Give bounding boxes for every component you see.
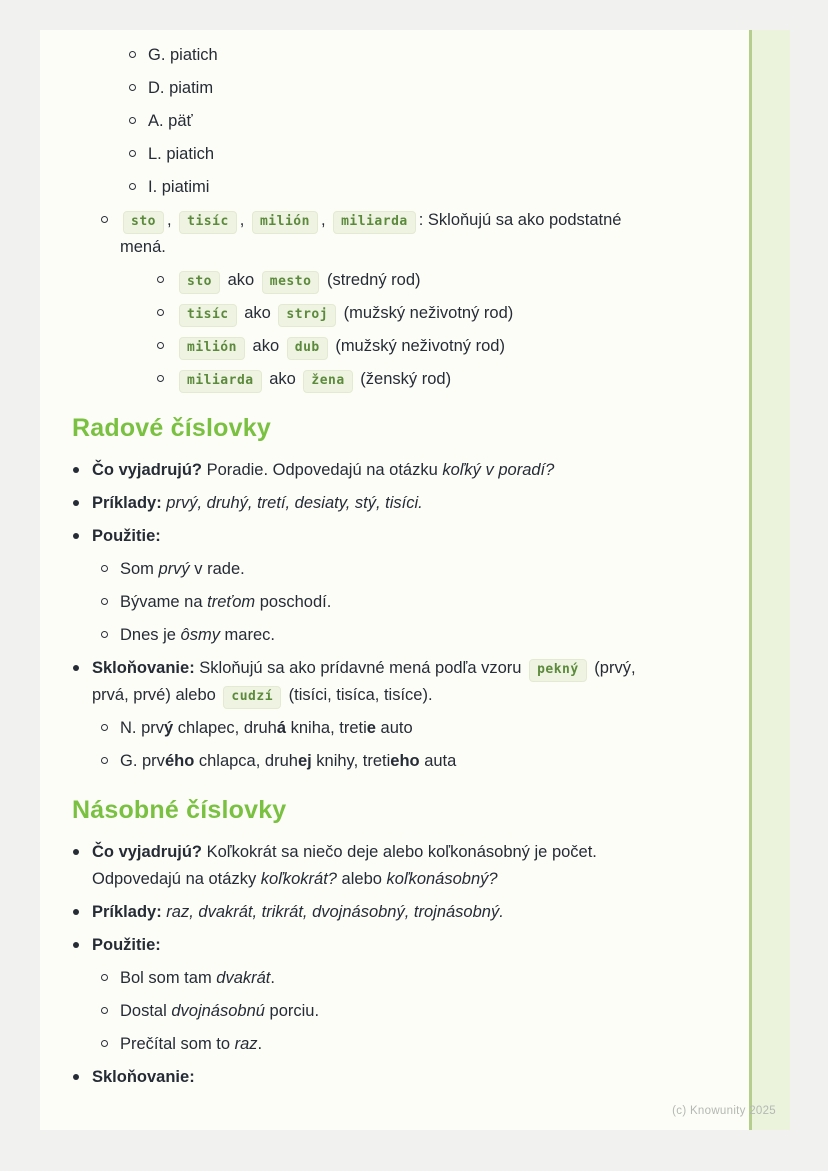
code-tag: žena xyxy=(303,370,352,393)
bold-text: ého xyxy=(164,752,195,770)
plain-text: (stredný rod) xyxy=(322,271,421,289)
code-tag: stroj xyxy=(278,304,336,327)
code-tag: milión xyxy=(179,337,245,360)
circle-bullet-icon xyxy=(156,267,176,294)
bold-text: ej xyxy=(297,752,312,770)
list-item-text xyxy=(92,899,740,926)
circle-bullet-icon xyxy=(100,1031,120,1058)
disc-bullet-icon xyxy=(72,457,92,484)
list-item-text xyxy=(92,523,740,550)
plain-text: G. prv xyxy=(120,752,165,770)
list-item xyxy=(72,839,740,893)
bold-text: Skloňovanie: xyxy=(92,1068,195,1086)
circle-bullet-icon xyxy=(100,965,120,992)
document-content xyxy=(40,30,740,1097)
list-item xyxy=(100,207,740,261)
section-heading: Radové číslovky xyxy=(72,414,271,442)
plain-text: ako xyxy=(222,271,259,289)
list-item-text xyxy=(120,965,740,992)
list-item xyxy=(100,998,740,1025)
circle-bullet-icon xyxy=(100,998,120,1025)
plain-text: knihy, treti xyxy=(311,752,391,770)
list-item-text xyxy=(176,267,740,294)
italic-text: raz, dvakrát, trikrát, dvojnásobný, trojnásobný. xyxy=(166,903,504,921)
plain-text: Koľkokrát sa niečo deje alebo koľkonásobný je počet. xyxy=(202,843,597,861)
page-margin-stripe xyxy=(752,30,790,1130)
list-item-text xyxy=(120,715,740,742)
circle-bullet-icon xyxy=(100,589,120,616)
list-item xyxy=(72,523,740,550)
list-item-text xyxy=(120,556,740,583)
code-tag: tisíc xyxy=(179,211,237,234)
plain-text: ako xyxy=(247,337,284,355)
list-item-text xyxy=(148,75,740,102)
plain-text: mená. xyxy=(120,238,166,256)
bold-text: ý xyxy=(164,719,174,737)
list-item xyxy=(72,457,740,484)
list-item xyxy=(72,1064,740,1091)
plain-text: auto xyxy=(375,719,413,737)
disc-bullet-icon xyxy=(72,655,92,682)
plain-text: (tisíci, tisíca, tisíce). xyxy=(284,686,433,704)
code-tag: tisíc xyxy=(179,304,237,327)
disc-bullet-icon xyxy=(72,932,92,959)
list-item-text xyxy=(120,1031,740,1058)
plain-text: Bývame na xyxy=(120,593,208,611)
code-tag: dub xyxy=(287,337,328,360)
list-item-text xyxy=(148,42,740,69)
plain-text: , xyxy=(239,211,249,229)
plain-text: prvá, prvé) alebo xyxy=(92,686,221,704)
disc-bullet-icon xyxy=(72,899,92,926)
code-tag: sto xyxy=(123,211,164,234)
circle-bullet-icon xyxy=(100,622,120,649)
list-level-3 xyxy=(156,267,740,393)
code-tag: sto xyxy=(179,271,220,294)
code-tag: cudzí xyxy=(223,686,281,709)
disc-bullet-icon xyxy=(72,490,92,517)
list-level-2 xyxy=(100,715,740,775)
plain-text: A. päť xyxy=(148,112,193,130)
plain-text: Prečítal som to xyxy=(120,1035,235,1053)
list-item xyxy=(100,556,740,583)
list-item xyxy=(156,267,740,294)
list-item-text xyxy=(120,622,740,649)
circle-bullet-icon xyxy=(128,75,148,102)
bold-text: Čo vyjadrujú? xyxy=(92,843,203,861)
plain-text: Som xyxy=(120,560,159,578)
plain-text: (mužský neživotný rod) xyxy=(339,304,514,322)
list-item-text xyxy=(92,1064,740,1091)
list-item-text xyxy=(92,490,740,517)
plain-text: L. piatich xyxy=(148,145,215,163)
list-item xyxy=(156,333,740,360)
italic-text: koľkonásobný? xyxy=(386,870,498,888)
list-item xyxy=(100,965,740,992)
plain-text: (mužský neživotný rod) xyxy=(330,337,505,355)
code-tag: miliarda xyxy=(333,211,416,234)
plain-text: G. piatich xyxy=(148,46,218,64)
list-item xyxy=(72,655,740,709)
italic-text: dvojnásobnú xyxy=(171,1002,265,1020)
plain-text: Bol som tam xyxy=(120,969,217,987)
list-item-text xyxy=(148,174,740,201)
italic-text: raz xyxy=(234,1035,258,1053)
circle-bullet-icon xyxy=(100,207,120,234)
circle-bullet-icon xyxy=(128,141,148,168)
list-item-text xyxy=(176,333,740,360)
plain-text: v rade. xyxy=(189,560,245,578)
list-level-2 xyxy=(100,556,740,649)
document-page xyxy=(40,30,790,1130)
italic-text: prvý, druhý, tretí, desiaty, stý, tisíci. xyxy=(166,494,423,512)
list-item xyxy=(128,108,740,135)
italic-text: prvý xyxy=(158,560,190,578)
plain-text: , xyxy=(166,211,177,229)
list-item xyxy=(72,490,740,517)
list-level-2 xyxy=(100,207,740,393)
bold-text: Príklady: xyxy=(92,494,162,512)
bold-text: e xyxy=(366,719,376,737)
circle-bullet-icon xyxy=(100,748,120,775)
plain-text: Skloňujú sa ako prídavné mená podľa vzoru xyxy=(194,659,527,677)
plain-text: : Skloňujú sa ako podstatné xyxy=(418,211,622,229)
disc-bullet-icon xyxy=(72,523,92,550)
list-item-text xyxy=(92,655,740,709)
circle-bullet-icon xyxy=(156,300,176,327)
list-level-1 xyxy=(72,457,740,775)
disc-bullet-icon xyxy=(72,839,92,866)
bold-text: eho xyxy=(390,752,420,770)
plain-text: N. prv xyxy=(120,719,165,737)
list-item xyxy=(128,141,740,168)
list-item-text xyxy=(176,300,740,327)
plain-text: I. piatimi xyxy=(148,178,210,196)
list-item xyxy=(156,300,740,327)
bold-text: Skloňovanie: xyxy=(92,659,195,677)
plain-text: alebo xyxy=(336,870,387,888)
plain-text: . xyxy=(257,1035,263,1053)
plain-text: kniha, treti xyxy=(286,719,367,737)
plain-text: Dostal xyxy=(120,1002,172,1020)
disc-bullet-icon xyxy=(72,1064,92,1091)
page-margin-line xyxy=(749,30,752,1130)
circle-bullet-icon xyxy=(156,366,176,393)
circle-bullet-icon xyxy=(128,108,148,135)
list-item-text xyxy=(92,932,740,959)
plain-text: , xyxy=(320,211,331,229)
circle-bullet-icon xyxy=(128,174,148,201)
bold-text: Príklady: xyxy=(92,903,162,921)
list-item xyxy=(128,75,740,102)
circle-bullet-icon xyxy=(128,42,148,69)
plain-text: poschodí. xyxy=(255,593,332,611)
italic-text: treťom xyxy=(207,593,256,611)
list-level-1 xyxy=(72,839,740,1091)
bold-text: á xyxy=(276,719,287,737)
list-item xyxy=(128,42,740,69)
circle-bullet-icon xyxy=(100,715,120,742)
plain-text: D. piatim xyxy=(148,79,214,97)
italic-text: koľký v poradí? xyxy=(442,461,555,479)
list-level-3 xyxy=(128,42,740,201)
code-tag: pekný xyxy=(529,659,587,682)
list-item xyxy=(128,174,740,201)
plain-text: marec. xyxy=(219,626,275,644)
italic-text: koľkokrát? xyxy=(260,870,337,888)
list-item xyxy=(100,748,740,775)
list-level-2 xyxy=(100,965,740,1058)
bold-text: Čo vyjadrujú? xyxy=(92,461,203,479)
plain-text: chlapca, druh xyxy=(194,752,298,770)
list-item-text xyxy=(92,457,740,484)
plain-text: (ženský rod) xyxy=(355,370,452,388)
copyright-watermark: (c) Knowunity 2025 xyxy=(672,1105,776,1117)
code-tag: mesto xyxy=(262,271,320,294)
list-item-text xyxy=(120,998,740,1025)
bold-text: Použitie: xyxy=(92,527,161,545)
bold-text: Použitie: xyxy=(92,936,161,954)
code-tag: miliarda xyxy=(179,370,262,393)
plain-text: (prvý, xyxy=(589,659,636,677)
list-item-text xyxy=(148,141,740,168)
plain-text: Odpovedajú na otázky xyxy=(92,870,261,888)
italic-text: ôsmy xyxy=(180,626,220,644)
list-item xyxy=(100,622,740,649)
section-heading: Násobné číslovky xyxy=(72,796,287,824)
list-item xyxy=(100,1031,740,1058)
plain-text: ako xyxy=(239,304,276,322)
plain-text: chlapec, druh xyxy=(173,719,277,737)
circle-bullet-icon xyxy=(156,333,176,360)
list-item xyxy=(72,932,740,959)
list-item-text xyxy=(176,366,740,393)
plain-text: . xyxy=(270,969,275,987)
plain-text: porciu. xyxy=(264,1002,320,1020)
plain-text: Poradie. Odpovedajú na otázku xyxy=(202,461,443,479)
italic-text: dvakrát xyxy=(216,969,271,987)
plain-text: ako xyxy=(264,370,301,388)
list-item xyxy=(100,589,740,616)
circle-bullet-icon xyxy=(100,556,120,583)
plain-text: auta xyxy=(419,752,457,770)
list-item-text xyxy=(120,589,740,616)
list-item xyxy=(100,715,740,742)
list-item-text xyxy=(120,748,740,775)
list-item-text xyxy=(148,108,740,135)
plain-text: Dnes je xyxy=(120,626,181,644)
list-item xyxy=(72,899,740,926)
code-tag: milión xyxy=(252,211,318,234)
list-item-text xyxy=(92,839,740,893)
list-item-text xyxy=(120,207,740,261)
list-item xyxy=(156,366,740,393)
